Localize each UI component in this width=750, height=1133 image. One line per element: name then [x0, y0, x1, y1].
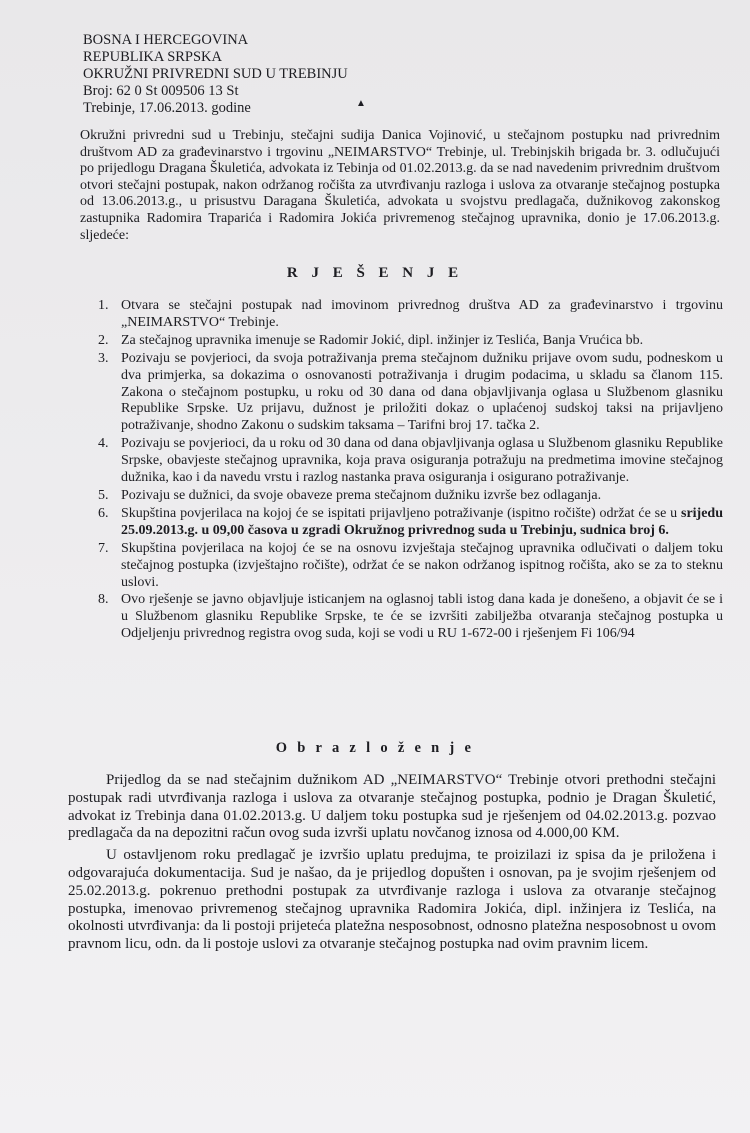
- decision-item: 2. Za stečajnog upravnika imenuje se Radomir Jokić, dipl. inžinjer iz Teslića, Banja Vrućica bb.: [98, 332, 644, 348]
- decision-item: 5. Pozivaju se dužnici, da svoje obaveze prema stečajnom dužniku izvrše bez odlaganja.: [98, 487, 602, 503]
- header-court: OKRUŽNI PRIVREDNI SUD U TREBINJU: [83, 66, 348, 82]
- decision-item: 3. Pozivaju se povjerioci, da svoja potraživanja prema stečajnom dužniku prijave ovom sudu, podneskom u dva primjerka, sa dokazima o osnovanosti potraživanja i drugim podacima, u skladu sa članom 115. Zakona o stečajnom postupku, u roku od 30 dana od dana objavljivanja oglasa u Službenom glasniku Republike Srpske. Uz prijavu, dužnost je priložiti dokaz o uplaćenoj sudskoj taksi na prijavljeno potraživanje, shodno Zakonu o sudskim taksama – Tarifni broj 17. tačka 2.: [98, 350, 723, 434]
- reasoning-title: O b r a z l o ž e n j e: [275, 740, 475, 756]
- header-date: Trebinje, 17.06.2013. godine: [83, 100, 251, 116]
- decision-item: 6. Skupština povjerilaca na kojoj će se ispitati prijavljeno potraživanje (ispitno ročište) održat će se u srijedu 25.09.2013.g. u 09,00 časova u zgradi Okružnog privrednog suda u Trebinju, sudnica broj 6.: [98, 505, 723, 538]
- reasoning-paragraph: Prijedlog da se nad stečajnim dužnikom AD „NEIMARSTVO“ Trebinje otvori prethodni stečajni postupak radi utvrđivanja razloga i uslova za otvaranje stečajnog postupka, podnio je Dragan Škuletić, advokat iz Trebinja dana 01.02.2013.g. U daljem toku postupka sud je rješenjem od 04.02.2013.g. pozvao predlagača da na depozitni račun ovog suda izvrši uplatu novčanog iznosa od 4.000,00 KM.: [68, 772, 716, 842]
- header-entity: REPUBLIKA SRPSKA: [83, 49, 222, 65]
- reasoning-paragraph: U ostavljenom roku predlagač je izvršio uplatu predujma, te proizilazi iz spisa da je priložena i odgovarajuća dokumentacija. Sud je našao, da je prijedlog dopušten i osnovan, pa je svojim rješenjem od 25.02.2013.g. pokrenuo prethodni postupak za utvrđivanje razloga i uslova za otvaranje stečajnog postupka, imenovao privremenog stečajnog upravnika Radomira Jokića, dipl. inžinjera iz Teslića, na okolnosti utvrđivanja: da li postoji prijeteća platežna nesposobnost, odnosno platežna nesposobnost u ovom pravnom licu, odn. da li postoje uslovi za otvaranje stečajnog postupka nad ovim pravnim licem.: [68, 847, 716, 953]
- decision-item: 8. Ovo rješenje se javno objavljuje isticanjem na oglasnoj tabli istog dana kada je donešeno, a objavit će se i u Službenom glasniku Republike Srpske, te će se izvršiti zabilježba otvaranja stečajnog postupka u Odjeljenju privrednog registra ovog suda, koji se vodi u RU 1-672-00 i rješenjem Fi 106/94: [98, 592, 723, 642]
- decision-item: 4. Pozivaju se povjerioci, da u roku od 30 dana od dana objavljivanja oglasa u Službenom glasniku Republike Srpske, obavjeste stečajnog upravnika, koja prava osiguranja potražuju na predmetima imovine stečajnog dužnika, kao i da navedu vrstu i razlog nastanka prava osiguranja i osigurano potraživanje.: [98, 436, 723, 486]
- header-country: BOSNA I HERCEGOVINA: [83, 32, 249, 48]
- decision-title: R J E Š E N J E: [286, 265, 464, 281]
- court-header: [83, 32, 348, 117]
- reasoning-body: [68, 772, 716, 954]
- decision-items: [98, 298, 723, 644]
- hearing-date-emphasis: srijedu 25.09.2013.g. u 09,00 časova u zgradi Okružnog privrednog suda u Trebinju, sudnica broj 6.: [121, 505, 723, 538]
- header-case-number: Broj: 62 0 St 009506 13 St: [83, 83, 239, 99]
- decision-item: 7. Skupština povjerilaca na kojoj će se na osnovu izvještaja stečajnog upravnika odlučivati o daljem toku stečajnog postupka (izvještajno ročište), održat će se nakon održanog ispitnog ročišta, ako se za to steknu uslovi.: [98, 540, 723, 590]
- ink-mark: ▲: [356, 98, 366, 109]
- intro-paragraph: Okružni privredni sud u Trebinju, stečajni sudija Danica Vojinović, u stečajnom postupku nad privrednim društvom AD za građevinarstvo i trgovinu „NEIMARSTVO“ Trebinje, ul. Trebinjskih brigada br. 3. odlučujući po prijedlogu Dragana Škuletića, advokata iz Tebinja od 01.02.2013.g. da se nad navedenim privrednim društvom otvori stečajni postupak, nakon održanog ročišta za utvrđivanju razloga i uslova za otvaranje stečajnog postupka od 13.06.2013.g., u prisustvu Daragana Škuletića, advokata u svojstvu predlagača, dužnikovog zakonskog zastupnika Radomira Traparića i Radomira Jokića privremenog stečajnog upravnika, donio je 17.06.2013.g. sljedeće:: [80, 128, 720, 243]
- decision-item: 1. Otvara se stečajni postupak nad imovinom privrednog društva AD za građevinarstvo i trgovinu „NEIMARSTVO“ Trebinje.: [98, 298, 723, 330]
